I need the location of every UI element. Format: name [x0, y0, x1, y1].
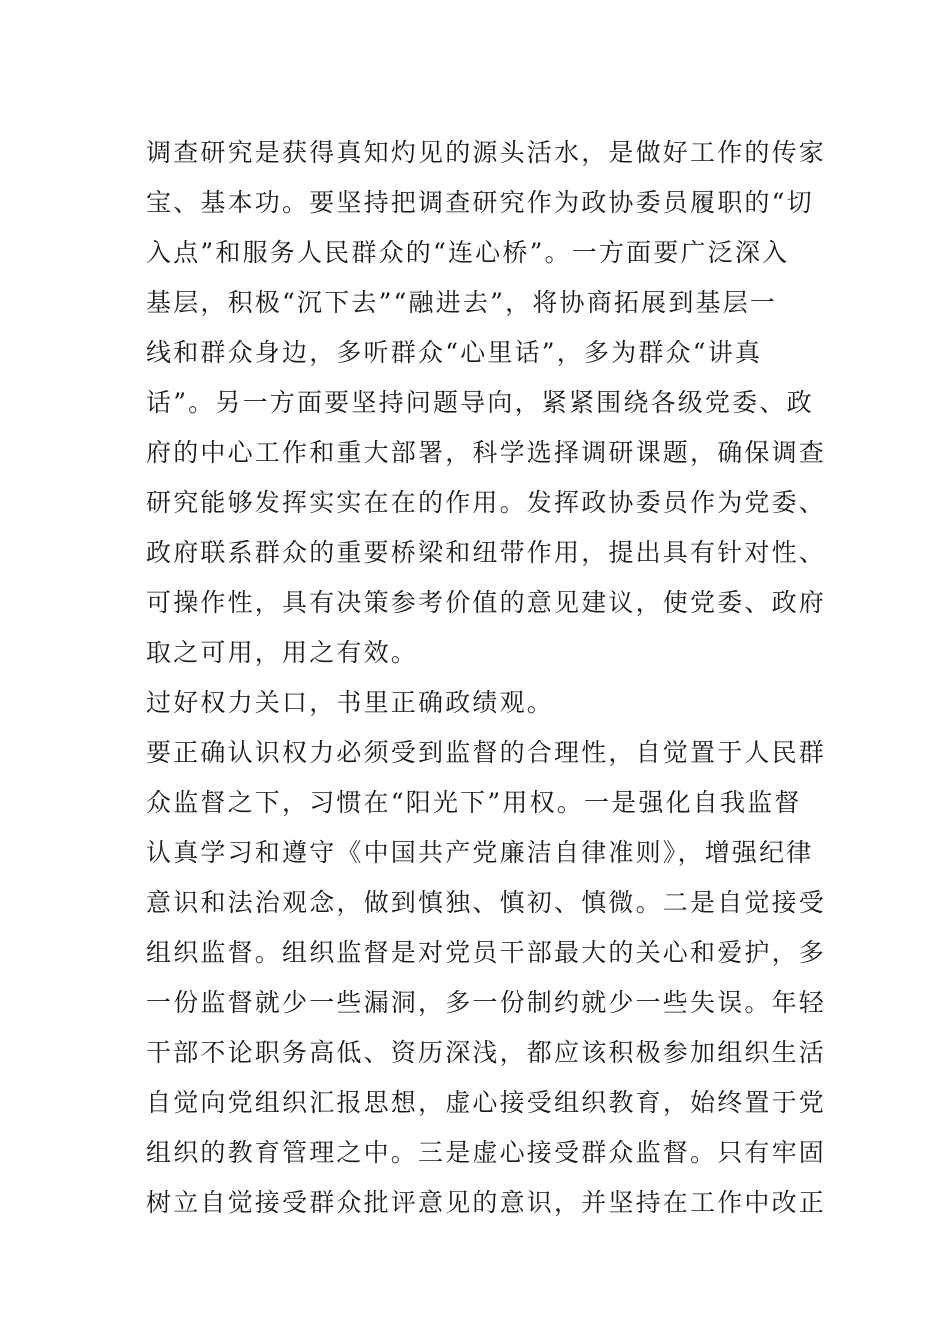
text-line: 组织监督。组织监督是对党员干部最大的关心和爱护，多	[146, 938, 827, 967]
text-line: 政府联系群众的重要桥梁和纽带作用，提出具有针对性、	[146, 538, 827, 567]
paragraph-research	[146, 128, 827, 678]
text-line: 一份监督就少一些漏洞，多一份制约就少一些失误。年轻	[146, 988, 827, 1017]
text-line: 调查研究是获得真知灼见的源头活水，是做好工作的传家	[146, 138, 827, 167]
text-line: 干部不论职务高低、资历深浅，都应该积极参加组织生活	[146, 1038, 827, 1067]
text-line: 树立自觉接受群众批评意见的意识，并坚持在工作中改正	[146, 1188, 827, 1217]
text-line: 众监督之下，习惯在“阳光下”用权。一是强化自我监督	[146, 788, 802, 817]
text-line: 意识和法治观念，做到慎独、慎初、慎微。二是自觉接受	[146, 888, 827, 917]
text-line: 基层，积极“沉下去”“融进去”，将协商拓展到基层一	[146, 288, 778, 317]
section-heading: 过好权力关口，书里正确政绩观。	[146, 688, 555, 717]
document-body	[146, 128, 827, 1228]
text-line: 宝、基本功。要坚持把调查研究作为政协委员履职的“切	[146, 188, 814, 217]
text-line: 研究能够发挥实实在在的作用。发挥政协委员作为党委、	[146, 488, 827, 517]
text-line: 认真学习和遵守《中国共产党廉洁自律准则》，增强纪律	[146, 838, 814, 867]
text-line: 话”。另一方面要坚持问题导向，紧紧围绕各级党委、政	[146, 388, 814, 417]
text-line: 可操作性，具有决策参考价值的意见建议，使党委、政府	[146, 588, 827, 617]
text-line: 府的中心工作和重大部署，科学选择调研课题，确保调查	[146, 438, 827, 467]
text-line: 自觉向党组织汇报思想，虚心接受组织教育，始终置于党	[146, 1088, 827, 1117]
text-line: 组织的教育管理之中。三是虚心接受群众监督。只有牢固	[146, 1138, 827, 1167]
text-line: 要正确认识权力必须受到监督的合理性，自觉置于人民群	[146, 738, 827, 767]
text-line: 线和群众身边，多听群众“心里话”，多为群众“讲真	[146, 338, 763, 367]
text-line: 入点”和服务人民群众的“连心桥”。一方面要广泛深入	[146, 238, 790, 267]
text-line: 取之可用，用之有效。	[146, 638, 419, 667]
paragraph-supervision	[146, 728, 827, 1228]
